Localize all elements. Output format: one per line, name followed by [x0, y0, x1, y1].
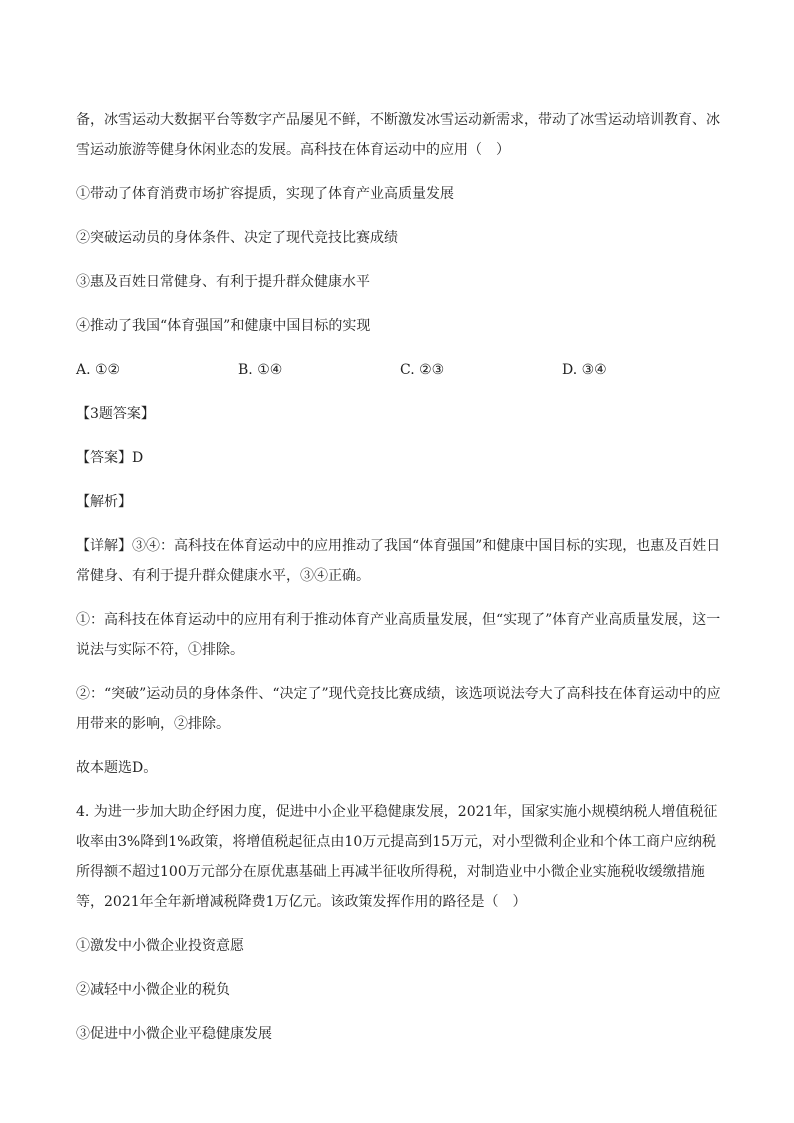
q4-item-1: ①激发中小微企业投资意愿 — [76, 938, 244, 954]
q4-item-2: ②减轻中小微企业的税负 — [76, 982, 230, 998]
q3-stem: 备，冰雪运动大数据平台等数字产品屡见不鲜，不断激发冰雪运动新需求，带动了冰雪运动培训教育、冰雪运动旅游等健身休闲业态的发展。高科技在体育运动中的应用（ ） — [76, 112, 720, 158]
q3-item-3: ③惠及百姓日常健身、有利于提升群众健康水平 — [76, 274, 370, 290]
q3-option-a: A. ①② — [76, 362, 121, 378]
q3-conclusion: 故本题选D。 — [76, 760, 158, 776]
q3-option-c: C. ②③ — [400, 362, 445, 378]
q3-option-d: D. ③④ — [562, 362, 607, 378]
document-page — [76, 105, 726, 1063]
q3-option-b: B. ①④ — [238, 362, 283, 378]
q4-item-3: ③促进中小微企业平稳健康发展 — [76, 1026, 272, 1042]
q3-answer-header: 【3题答案】 — [76, 406, 155, 422]
q3-item-2: ②突破运动员的身体条件、决定了现代竞技比赛成绩 — [76, 230, 398, 246]
q3-answer: 【答案】D — [76, 450, 144, 466]
q3-analysis-header: 【解析】 — [76, 494, 132, 510]
q3-options — [76, 355, 726, 385]
q3-note-2: ②：“突破”运动员的身体条件、“决定了”现代竞技比赛成绩，该选项说法夸大了高科技在体育运动中的应用带来的影响，②排除。 — [76, 686, 721, 732]
q3-detail: 【详解】③④：高科技在体育运动中的应用推动了我国“体育强国”和健康中国目标的实现，也惠及百姓日常健身、有利于提升群众健康水平，③④正确。 — [76, 538, 721, 584]
q3-item-1: ①带动了体育消费市场扩容提质，实现了体育产业高质量发展 — [76, 186, 454, 202]
q3-item-4: ④推动了我国“体育强国”和健康中国目标的实现 — [76, 318, 371, 334]
q4-stem: 4. 为进一步加大助企纾困力度，促进中小企业平稳健康发展，2021年，国家实施小规模纳税人增值税征收率由3%降到1%政策，将增值税起征点由10万元提高到15万元，对小型微利企业和个体工商户应纳税所得额不超过100万元部分在原优惠基础上再减半征收所得税，对制造业中小微企业实施税收缓缴措施等，2021年全年新增减税降费1万亿元。该政策发挥作用的路径是（ ） — [76, 804, 718, 910]
q3-note-1: ①：高科技在体育运动中的应用有利于推动体育产业高质量发展，但“实现了”体育产业高质量发展，这一说法与实际不符，①排除。 — [76, 612, 721, 658]
